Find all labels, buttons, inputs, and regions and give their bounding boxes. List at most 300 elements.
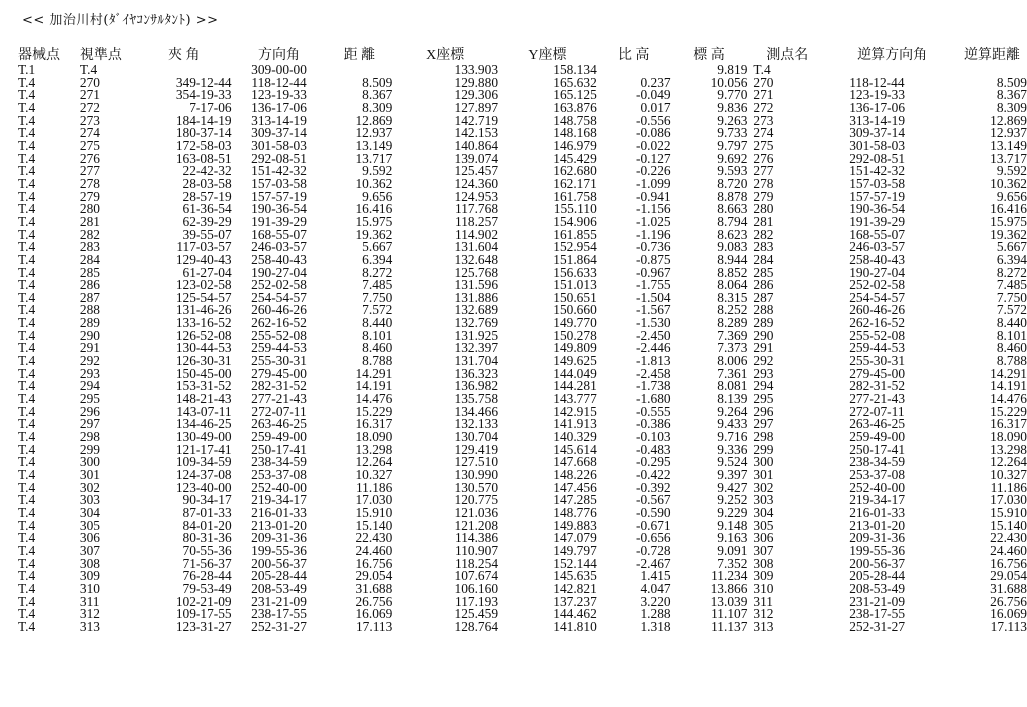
cell-distance: 16.756 [355, 555, 393, 571]
cell-direction-angle: 309-37-14 [251, 125, 307, 141]
cell-instrument-point: T.4 [18, 150, 36, 166]
cell-inverse-distance: 7.572 [996, 302, 1027, 318]
cell-inverse-direction-angle: 255-30-31 [849, 353, 906, 369]
cell-inverse-distance: 8.460 [996, 340, 1027, 356]
cell-y-coordinate: 148.226 [553, 467, 597, 482]
cell-inverse-distance: 14.476 [990, 391, 1027, 407]
cell-direction-angle: 259-44-53 [251, 340, 307, 356]
cell-inverse-direction-angle: 123-19-33 [849, 87, 906, 103]
cell-inverse-distance: 16.317 [990, 416, 1027, 432]
cell-y-coordinate: 151.013 [553, 277, 597, 293]
cell-instrument-point: T.4 [18, 125, 36, 141]
cell-y-coordinate: 149.797 [553, 542, 597, 558]
cell-x-coordinate: 127.510 [454, 454, 499, 470]
cell-y-coordinate: 145.614 [553, 441, 597, 457]
cell-elevation: 7.352 [717, 555, 748, 571]
cell-inverse-direction-angle: 190-36-54 [849, 201, 906, 217]
cell-y-coordinate: 144.281 [553, 378, 597, 394]
cell-height-difference: -1.738 [636, 378, 671, 394]
cell-station-name: 290 [753, 327, 774, 343]
cell-inverse-direction-angle: 157-03-58 [849, 175, 906, 191]
cell-inverse-distance: 26.756 [990, 593, 1027, 609]
cell-height-difference: -0.295 [636, 454, 671, 470]
cell-elevation: 9.264 [717, 403, 748, 419]
cell-direction-angle: 205-28-44 [251, 568, 307, 584]
cell-inverse-direction-angle: 151-42-32 [849, 163, 906, 179]
cell-distance: 16.416 [355, 201, 393, 217]
cell-included-angle: 354-19-33 [175, 87, 232, 103]
cell-direction-angle: 219-34-17 [251, 492, 307, 508]
cell-inverse-distance: 17.030 [990, 492, 1027, 508]
cell-elevation: 9.091 [717, 542, 748, 558]
cell-height-difference: -1.025 [636, 213, 671, 229]
cell-direction-angle: 118-12-44 [251, 74, 307, 90]
cell-y-coordinate: 154.906 [553, 213, 597, 229]
cell-elevation: 9.836 [717, 99, 748, 115]
cell-y-coordinate: 165.125 [553, 87, 597, 103]
cell-station-name: 288 [753, 302, 774, 318]
cell-distance: 7.485 [362, 277, 393, 293]
cell-sight-point: 281 [79, 213, 100, 229]
cell-station-name: 282 [753, 226, 774, 242]
cell-included-angle: 129-40-43 [175, 251, 232, 267]
cell-included-angle: 148-21-43 [175, 391, 232, 407]
cell-y-coordinate: 145.429 [553, 150, 597, 166]
cell-elevation: 9.263 [717, 112, 748, 128]
cell-inverse-distance: 14.291 [990, 365, 1027, 381]
cell-height-difference: -1.504 [636, 289, 671, 305]
cell-instrument-point: T.4 [18, 201, 36, 217]
cell-y-coordinate: 144.462 [553, 606, 597, 622]
cell-elevation: 8.064 [717, 277, 748, 293]
cell-x-coordinate: 110.907 [455, 542, 499, 558]
cell-inverse-distance: 5.667 [996, 239, 1027, 255]
cell-instrument-point: T.4 [18, 99, 36, 115]
cell-instrument-point: T.4 [18, 365, 36, 381]
cell-x-coordinate: 117.193 [455, 593, 499, 609]
cell-inverse-distance: 8.309 [996, 99, 1027, 115]
header-elevation: 標 高 [693, 48, 725, 63]
cell-station-name: 301 [753, 467, 774, 482]
cell-x-coordinate: 132.133 [454, 416, 499, 432]
cell-included-angle: 163-08-51 [175, 150, 232, 166]
cell-distance: 6.394 [362, 251, 393, 267]
cell-sight-point: 303 [79, 492, 100, 508]
cell-direction-angle: 259-49-00 [251, 429, 307, 445]
cell-distance: 5.667 [362, 239, 393, 255]
cell-inverse-distance: 15.140 [990, 517, 1027, 533]
header-row [18, 44, 1027, 64]
cell-y-coordinate: 147.079 [553, 530, 597, 546]
cell-inverse-direction-angle: 262-16-52 [849, 315, 906, 331]
document-title: << 加治川村(ﾀﾞｲﾔｺﾝｻﾙﾀﾝﾄ) >> [22, 13, 219, 28]
cell-elevation: 8.081 [717, 378, 748, 394]
cell-x-coordinate: 120.775 [454, 492, 499, 508]
cell-station-name: 304 [753, 504, 774, 520]
cell-x-coordinate: 142.719 [454, 112, 499, 128]
cell-sight-point: 302 [79, 479, 100, 495]
cell-x-coordinate: 124.953 [454, 188, 499, 204]
cell-height-difference: -0.022 [636, 137, 671, 153]
cell-height-difference: -0.967 [636, 264, 671, 280]
cell-height-difference: -1.755 [636, 277, 671, 293]
cell-direction-angle: 279-45-00 [251, 365, 307, 381]
cell-x-coordinate: 125.768 [454, 264, 499, 280]
cell-included-angle: 124-37-08 [175, 467, 232, 482]
cell-elevation: 9.397 [717, 467, 748, 482]
header-station-name: 測点名 [766, 48, 809, 63]
cell-elevation: 13.039 [710, 593, 748, 609]
cell-inverse-direction-angle: 200-56-37 [849, 555, 906, 571]
cell-sight-point: 271 [79, 87, 100, 103]
cell-sight-point: 272 [79, 99, 100, 115]
cell-sight-point: 304 [79, 504, 100, 520]
cell-station-name: 292 [753, 353, 774, 369]
cell-elevation: 8.139 [717, 391, 748, 407]
cell-direction-angle: 255-52-08 [251, 327, 307, 343]
cell-x-coordinate: 134.466 [454, 403, 499, 419]
cell-distance: 13.149 [355, 137, 393, 153]
cell-x-coordinate: 131.604 [454, 239, 499, 255]
cell-direction-angle: 238-34-59 [251, 454, 307, 470]
cell-inverse-direction-angle: 279-45-00 [849, 365, 906, 381]
cell-elevation: 9.252 [717, 492, 748, 508]
cell-x-coordinate: 127.897 [454, 99, 499, 115]
cell-x-coordinate: 133.903 [454, 62, 499, 77]
cell-direction-angle: 123-19-33 [251, 87, 307, 103]
cell-inverse-distance: 19.362 [990, 226, 1027, 242]
cell-distance: 14.476 [355, 391, 393, 407]
cell-instrument-point: T.4 [18, 555, 36, 571]
cell-x-coordinate: 131.704 [454, 353, 499, 369]
cell-sight-point: 275 [79, 137, 100, 153]
cell-direction-angle: 246-03-57 [251, 239, 307, 255]
cell-instrument-point: T.4 [18, 112, 36, 128]
cell-x-coordinate: 130.570 [454, 479, 499, 495]
cell-inverse-distance: 10.327 [990, 467, 1027, 482]
cell-distance: 12.937 [355, 125, 393, 141]
table-body [18, 64, 1027, 634]
cell-y-coordinate: 150.278 [553, 327, 597, 343]
cell-elevation: 8.663 [717, 201, 748, 217]
cell-direction-angle: 252-40-00 [251, 479, 307, 495]
cell-inverse-distance: 22.430 [990, 530, 1027, 546]
cell-distance: 24.460 [355, 542, 393, 558]
cell-x-coordinate: 131.886 [454, 289, 499, 305]
cell-station-name: 281 [753, 213, 774, 229]
cell-x-coordinate: 136.323 [454, 365, 499, 381]
cell-direction-angle: 136-17-06 [251, 99, 307, 115]
cell-station-name: 310 [753, 580, 774, 596]
cell-instrument-point: T.4 [18, 340, 36, 356]
cell-direction-angle: 238-17-55 [251, 606, 307, 622]
cell-inverse-distance: 8.367 [996, 87, 1027, 103]
cell-instrument-point: T.4 [18, 327, 36, 343]
cell-direction-angle: 250-17-41 [251, 441, 307, 457]
cell-elevation: 9.524 [717, 454, 748, 470]
cell-included-angle: 143-07-11 [176, 403, 232, 419]
cell-x-coordinate: 128.764 [454, 618, 499, 634]
cell-height-difference: -0.392 [636, 479, 671, 495]
cell-distance: 14.291 [355, 365, 393, 381]
cell-x-coordinate: 125.457 [454, 163, 499, 179]
cell-direction-angle: 190-27-04 [251, 264, 307, 280]
cell-instrument-point: T.4 [18, 239, 36, 255]
cell-direction-angle: 254-54-57 [251, 289, 307, 305]
cell-sight-point: 297 [79, 416, 100, 432]
cell-instrument-point: T.4 [18, 175, 36, 191]
cell-inverse-distance: 12.869 [990, 112, 1027, 128]
cell-inverse-distance: 14.191 [990, 378, 1027, 394]
cell-direction-angle: 262-16-52 [251, 315, 307, 331]
cell-sight-point: 313 [79, 618, 100, 634]
cell-distance: 19.362 [355, 226, 393, 242]
cell-height-difference: -0.728 [636, 542, 671, 558]
cell-height-difference: -0.422 [636, 467, 671, 482]
cell-x-coordinate: 135.758 [454, 391, 499, 407]
cell-x-coordinate: 132.689 [454, 302, 499, 318]
cell-inverse-distance: 9.656 [996, 188, 1027, 204]
cell-sight-point: 288 [79, 302, 100, 318]
cell-direction-angle: 263-46-25 [251, 416, 307, 432]
cell-x-coordinate: 130.990 [454, 467, 499, 482]
cell-distance: 10.362 [355, 175, 393, 191]
cell-distance: 12.264 [355, 454, 393, 470]
cell-inverse-distance: 9.592 [996, 163, 1027, 179]
cell-instrument-point: T.4 [18, 87, 36, 103]
cell-x-coordinate: 131.925 [454, 327, 499, 343]
cell-inverse-direction-angle: 246-03-57 [849, 239, 906, 255]
cell-height-difference: -2.458 [636, 365, 671, 381]
cell-inverse-distance: 13.149 [990, 137, 1027, 153]
cell-station-name: 294 [753, 378, 774, 394]
cell-direction-angle: 301-58-03 [251, 137, 307, 153]
cell-direction-angle: 231-21-09 [251, 593, 307, 609]
cell-direction-angle: 191-39-29 [251, 213, 307, 229]
cell-included-angle: 121-17-41 [175, 441, 232, 457]
cell-sight-point: 307 [79, 542, 100, 558]
cell-instrument-point: T.1 [18, 62, 36, 77]
cell-included-angle: 109-34-59 [175, 454, 232, 470]
cell-y-coordinate: 141.913 [553, 416, 597, 432]
cell-inverse-direction-angle: 238-34-59 [849, 454, 906, 470]
cell-inverse-direction-angle: 282-31-52 [849, 378, 906, 394]
cell-y-coordinate: 161.758 [553, 188, 597, 204]
cell-direction-angle: 313-14-19 [251, 112, 307, 128]
cell-station-name: 293 [753, 365, 774, 381]
cell-inverse-direction-angle: 259-49-00 [849, 429, 906, 445]
cell-instrument-point: T.4 [18, 618, 36, 634]
cell-height-difference: -0.941 [636, 188, 671, 204]
cell-sight-point: 274 [79, 125, 100, 141]
cell-height-difference: -0.127 [636, 150, 671, 166]
cell-included-angle: 123-31-27 [175, 618, 232, 634]
cell-included-angle: 133-16-52 [175, 315, 232, 331]
cell-instrument-point: T.4 [18, 580, 36, 596]
cell-station-name: 299 [753, 441, 774, 457]
cell-inverse-distance: 29.054 [990, 568, 1027, 584]
cell-included-angle: 130-49-00 [175, 429, 232, 445]
cell-station-name: 311 [753, 593, 773, 609]
cell-distance: 15.975 [355, 213, 393, 229]
cell-elevation: 8.878 [717, 188, 748, 204]
cell-sight-point: 296 [79, 403, 100, 419]
cell-station-name: 277 [753, 163, 774, 179]
cell-station-name: 297 [753, 416, 774, 432]
cell-y-coordinate: 147.456 [553, 479, 597, 495]
cell-y-coordinate: 142.821 [553, 580, 597, 596]
cell-station-name: 284 [753, 251, 774, 267]
cell-distance: 31.688 [355, 580, 393, 596]
cell-distance: 15.140 [355, 517, 393, 533]
cell-height-difference: 4.047 [640, 580, 671, 596]
cell-distance: 8.460 [362, 340, 393, 356]
cell-instrument-point: T.4 [18, 353, 36, 369]
cell-height-difference: 3.220 [640, 593, 671, 609]
cell-sight-point: 287 [79, 289, 100, 305]
cell-elevation: 11.137 [711, 618, 748, 634]
cell-sight-point: T.4 [79, 62, 98, 77]
cell-height-difference: -0.555 [636, 403, 671, 419]
cell-sight-point: 292 [79, 353, 100, 369]
cell-sight-point: 270 [79, 74, 100, 90]
cell-elevation: 8.852 [717, 264, 748, 280]
cell-inverse-distance: 7.750 [996, 289, 1027, 305]
cell-included-angle: 62-39-29 [182, 213, 232, 229]
cell-direction-angle: 272-07-11 [251, 403, 307, 419]
cell-x-coordinate: 139.074 [454, 150, 499, 166]
cell-sight-point: 309 [79, 568, 100, 584]
cell-sight-point: 298 [79, 429, 100, 445]
cell-distance: 29.054 [355, 568, 393, 584]
cell-height-difference: -0.567 [636, 492, 671, 508]
cell-elevation: 9.083 [717, 239, 748, 255]
cell-sight-point: 293 [79, 365, 100, 381]
cell-instrument-point: T.4 [18, 504, 36, 520]
cell-instrument-point: T.4 [18, 479, 36, 495]
cell-sight-point: 291 [79, 340, 100, 356]
cell-x-coordinate: 114.386 [455, 530, 499, 546]
cell-instrument-point: T.4 [18, 467, 36, 482]
cell-inverse-direction-angle: 209-31-36 [849, 530, 906, 546]
cell-inverse-direction-angle: 199-55-36 [849, 542, 906, 558]
cell-station-name: 305 [753, 517, 774, 533]
cell-included-angle: 22-42-32 [182, 163, 232, 179]
cell-y-coordinate: 149.770 [553, 315, 597, 331]
cell-station-name: 283 [753, 239, 774, 255]
cell-y-coordinate: 155.110 [553, 201, 597, 217]
cell-inverse-distance: 12.937 [990, 125, 1027, 141]
cell-height-difference: -1.813 [636, 353, 671, 369]
cell-y-coordinate: 140.329 [553, 429, 597, 445]
cell-y-coordinate: 150.651 [553, 289, 597, 305]
cell-instrument-point: T.4 [18, 492, 36, 508]
cell-height-difference: 0.017 [640, 99, 671, 115]
cell-x-coordinate: 142.153 [454, 125, 499, 141]
cell-height-difference: -0.656 [636, 530, 671, 546]
header-distance: 距 離 [343, 48, 376, 63]
cell-station-name: 295 [753, 391, 774, 407]
cell-included-angle: 102-21-09 [175, 593, 232, 609]
cell-distance: 16.317 [355, 416, 393, 432]
cell-inverse-distance: 12.264 [990, 454, 1027, 470]
cell-elevation: 9.593 [717, 163, 748, 179]
cell-station-name: 308 [753, 555, 774, 571]
cell-direction-angle: 252-31-27 [251, 618, 307, 634]
header-included-angle: 夾 角 [167, 48, 200, 63]
cell-sight-point: 290 [79, 327, 100, 343]
cell-y-coordinate: 162.171 [553, 175, 597, 191]
cell-distance: 17.113 [355, 618, 393, 634]
cell-direction-angle: 199-55-36 [251, 542, 307, 558]
cell-x-coordinate: 121.036 [454, 504, 499, 520]
cell-inverse-distance: 16.416 [990, 201, 1027, 217]
cell-included-angle: 61-27-04 [182, 264, 232, 280]
cell-sight-point: 279 [79, 188, 100, 204]
cell-instrument-point: T.4 [18, 542, 36, 558]
cell-height-difference: -1.567 [636, 302, 671, 318]
cell-x-coordinate: 118.257 [455, 213, 499, 229]
cell-distance: 7.572 [362, 302, 393, 318]
cell-inverse-direction-angle: 272-07-11 [849, 403, 905, 419]
cell-height-difference: -2.467 [636, 555, 671, 571]
cell-sight-point: 299 [79, 441, 100, 457]
cell-y-coordinate: 151.864 [553, 251, 597, 267]
cell-elevation: 8.315 [717, 289, 748, 305]
cell-direction-angle: 209-31-36 [251, 530, 307, 546]
cell-inverse-direction-angle: 250-17-41 [849, 441, 906, 457]
cell-x-coordinate: 117.768 [455, 201, 499, 217]
cell-station-name: 274 [753, 125, 774, 141]
cell-sight-point: 310 [79, 580, 100, 596]
cell-height-difference: 1.415 [640, 568, 671, 584]
cell-inverse-distance: 18.090 [990, 429, 1027, 445]
cell-instrument-point: T.4 [18, 568, 36, 584]
cell-y-coordinate: 150.660 [553, 302, 597, 318]
cell-height-difference: -2.446 [636, 340, 671, 356]
cell-elevation: 9.163 [717, 530, 748, 546]
cell-elevation: 9.427 [717, 479, 748, 495]
cell-x-coordinate: 140.864 [454, 137, 499, 153]
cell-direction-angle: 277-21-43 [251, 391, 307, 407]
cell-inverse-distance: 31.688 [990, 580, 1027, 596]
cell-included-angle: 150-45-00 [175, 365, 232, 381]
cell-y-coordinate: 149.625 [553, 353, 597, 369]
cell-instrument-point: T.4 [18, 251, 36, 267]
cell-station-name: 278 [753, 175, 774, 191]
cell-height-difference: 1.318 [640, 618, 671, 634]
cell-station-name: 302 [753, 479, 774, 495]
table-row [18, 621, 1027, 634]
cell-direction-angle: 309-00-00 [251, 62, 307, 77]
cell-sight-point: 282 [79, 226, 100, 242]
cell-sight-point: 278 [79, 175, 100, 191]
cell-elevation: 8.006 [717, 353, 748, 369]
cell-distance: 18.090 [355, 429, 393, 445]
cell-elevation: 9.229 [717, 504, 748, 520]
cell-inverse-direction-angle: 252-02-58 [849, 277, 906, 293]
cell-y-coordinate: 145.635 [553, 568, 597, 584]
cell-y-coordinate: 147.668 [553, 454, 597, 470]
cell-station-name: 280 [753, 201, 774, 217]
cell-y-coordinate: 162.680 [553, 163, 597, 179]
cell-inverse-distance: 8.101 [996, 327, 1027, 343]
cell-station-name: 289 [753, 315, 774, 331]
cell-included-angle: 130-44-53 [175, 340, 232, 356]
cell-included-angle: 109-17-55 [175, 606, 232, 622]
cell-station-name: 291 [753, 340, 774, 356]
cell-inverse-distance: 13.298 [990, 441, 1027, 457]
